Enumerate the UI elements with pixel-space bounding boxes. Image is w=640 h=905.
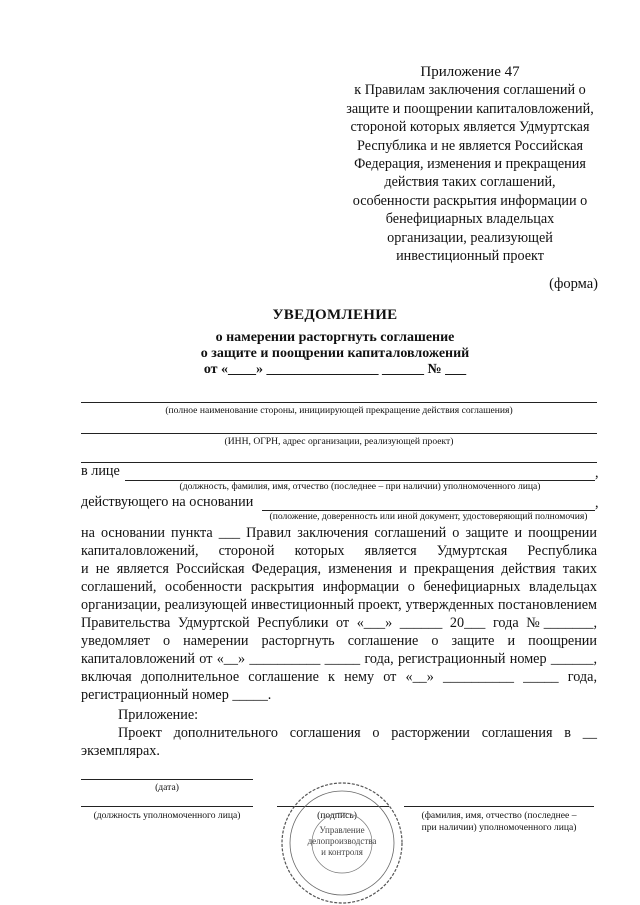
appendix-line: инвестиционный проект <box>396 248 544 265</box>
party-name-caption: (полное наименование стороны, инициирующей прекращение действия соглашения) <box>165 405 513 416</box>
inn-caption: (ИНН, ОГРН, адрес организации, реализующей проект) <box>224 436 454 447</box>
date-caption: (дата) <box>155 782 179 793</box>
stamp-text-3: и контроля <box>321 847 363 857</box>
appendix-title: Приложение 47 <box>420 64 520 80</box>
comma: , <box>595 495 599 511</box>
appendix-line: бенефициарных владельцах <box>385 211 555 228</box>
comma: , <box>595 465 599 481</box>
attachment-label: Приложение: <box>118 707 199 723</box>
attachment-line: Проект дополнительного соглашения о расторжении соглашения в __ <box>118 725 597 741</box>
document-subtitle-2: о защите и поощрении капиталовложений <box>200 346 470 361</box>
document-subtitle-1: о намерении расторгнуть соглашение <box>215 330 455 345</box>
body-line: организации, реализующей инвестиционный проект, утвержденных постановлением <box>81 597 597 613</box>
body-line: капиталовложений, стороной которых является Удмуртская Республика <box>81 543 597 559</box>
position-caption: (должность, фамилия, имя, отчество (последнее – при наличии) уполномоченного лица) <box>179 481 541 492</box>
document-date-number: от «____» ________________ ______ № ___ <box>203 362 467 377</box>
appendix-line: Федерация, изменения и прекращения <box>354 156 586 173</box>
position-line <box>81 806 253 807</box>
form-label: (форма) <box>549 276 598 292</box>
stamp-text-1: Управление <box>319 825 365 835</box>
appendix-line: к Правилам заключения соглашений о <box>354 82 586 99</box>
official-stamp <box>277 777 407 905</box>
body-line: Правительства Удмуртской Республики от «___» ______ 20___ года №_______, <box>81 615 597 631</box>
body-line: включая дополнительное соглашение к нему от «__» __________ _____ года, <box>81 669 597 685</box>
fio-caption-1: (фамилия, имя, отчество (последнее – <box>421 810 577 821</box>
document-title: УВЕДОМЛЕНИЕ <box>272 307 398 323</box>
basis-caption: (положение, доверенность или иной документ, удостоверяющий полномочия) <box>269 511 588 522</box>
attachment-line-2: экземплярах. <box>81 743 160 759</box>
party-name-line <box>81 402 597 403</box>
in-person-label: в лице <box>81 463 120 479</box>
stamp-text-2: делопроизводства <box>307 836 377 846</box>
sign-caption: (подпись) <box>317 810 357 821</box>
inn-line <box>81 433 597 434</box>
fio-caption-2: при наличии) уполномоченного лица) <box>421 822 577 833</box>
body-line: на основании пункта ___ Правил заключения соглашений о защите и поощрении <box>81 525 597 541</box>
body-line: соглашений, особенности раскрытия информации о бенефициарных владельцах <box>81 579 597 595</box>
separator-line <box>81 462 597 463</box>
appendix-line: Республика и не является Российская <box>356 137 584 154</box>
position-sign-caption: (должность уполномоченного лица) <box>93 810 241 821</box>
appendix-line: стороной которых является Удмуртская <box>350 119 590 136</box>
appendix-line: особенности раскрытия информации о <box>352 192 588 209</box>
body-line: уведомляет о намерении расторгнуть соглашение о защите и поощрении <box>81 633 597 649</box>
body-line: и не является Российская Федерация, изменения и прекращения действия таких <box>81 561 597 577</box>
body-line: капиталовложений от «__» __________ _____ года, регистрационный номер ______, <box>81 651 597 667</box>
appendix-line: организации, реализующей <box>387 229 553 246</box>
date-line <box>81 779 253 780</box>
appendix-line: защите и поощрении капиталовложений, <box>346 100 594 117</box>
fio-line <box>404 806 594 807</box>
appendix-block <box>325 63 615 265</box>
acting-label: действующего на основании <box>81 494 254 510</box>
body-last-line: регистрационный номер _____. <box>81 687 272 703</box>
appendix-line: действия таких соглашений, <box>384 174 556 191</box>
